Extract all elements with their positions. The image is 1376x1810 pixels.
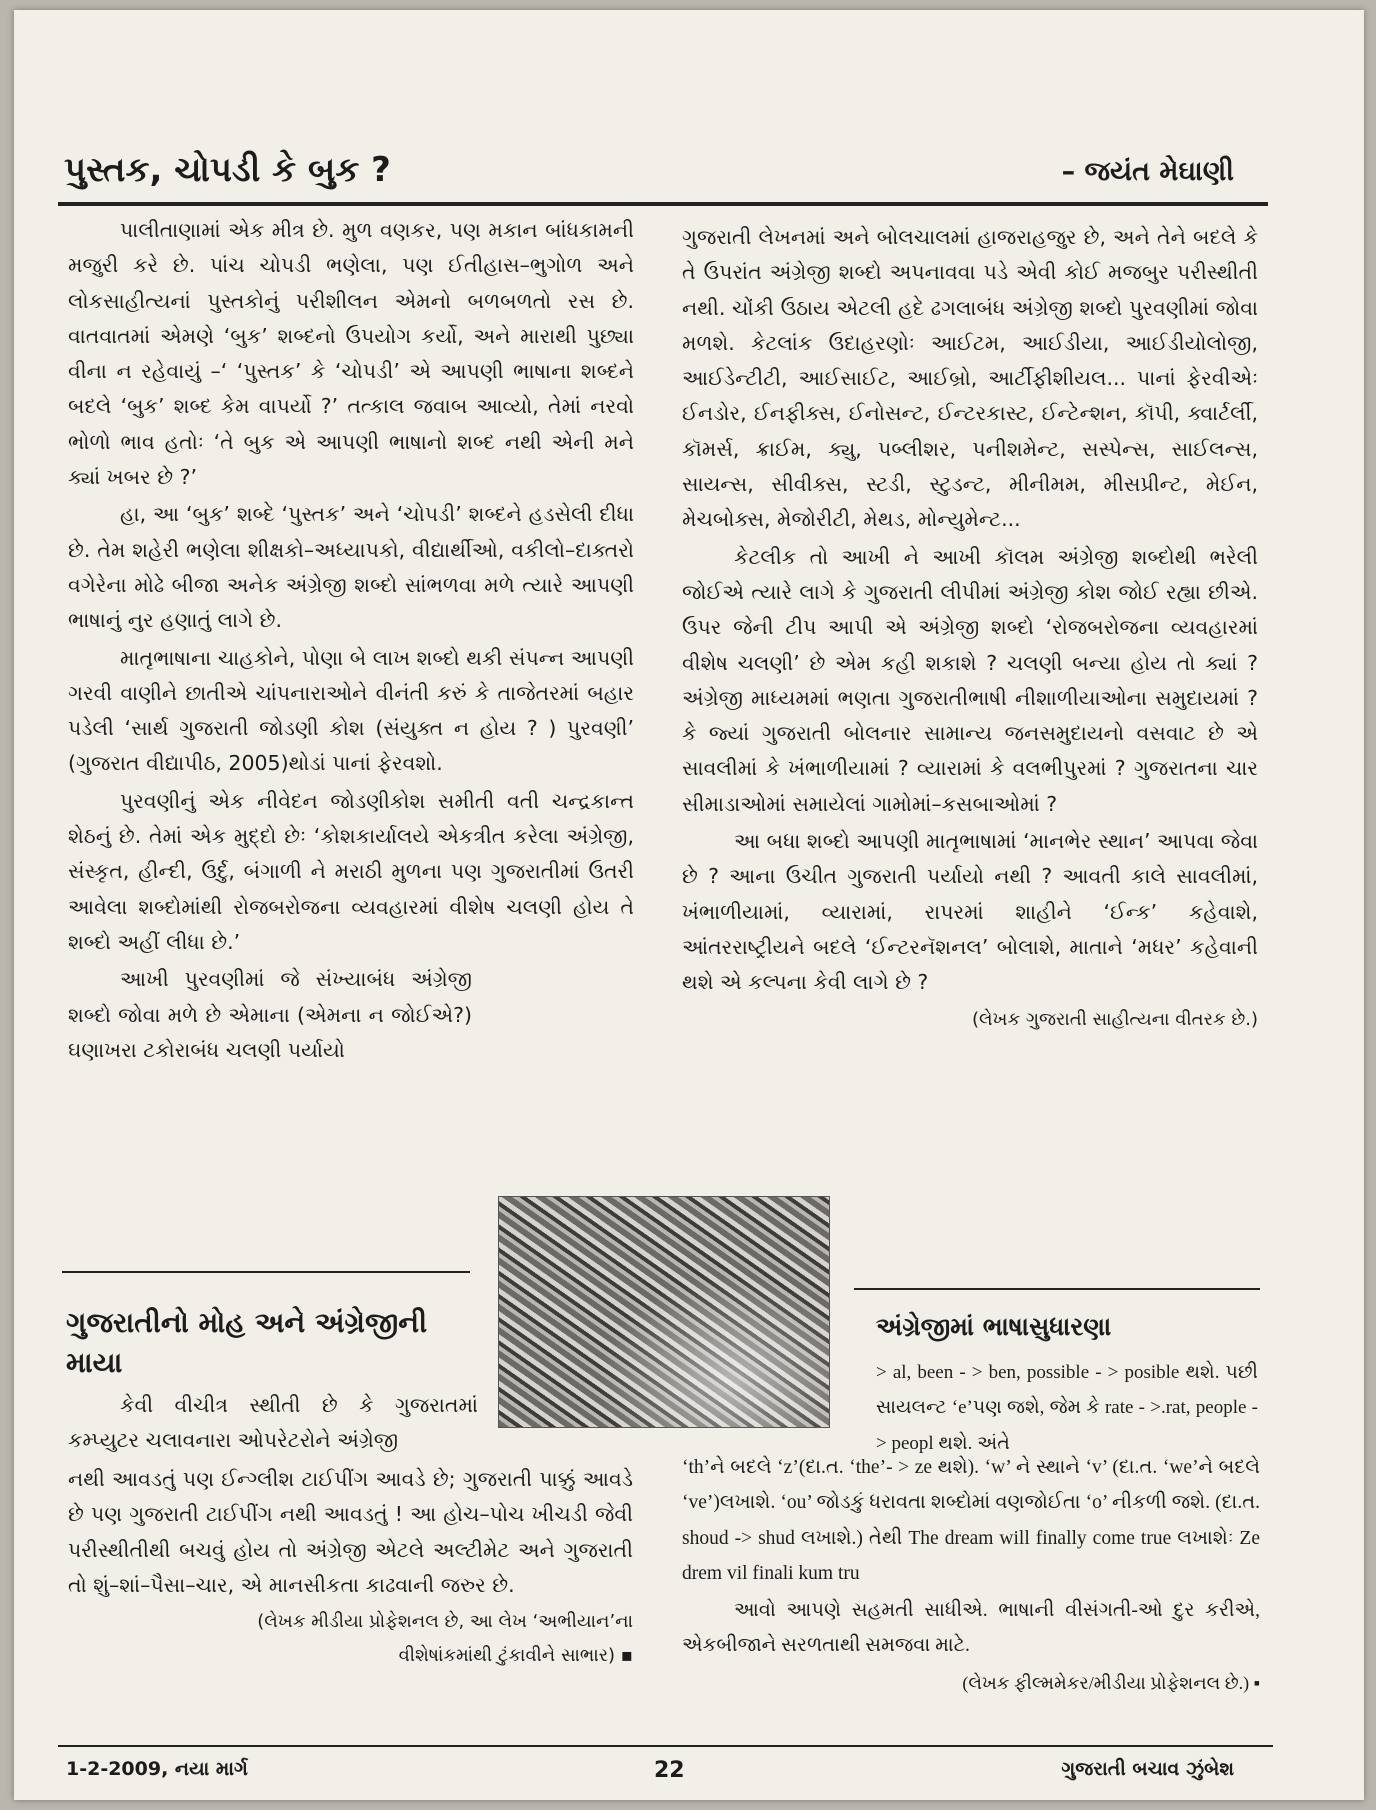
article-photo bbox=[498, 1196, 830, 1428]
paragraph: આ બધા શબ્દો આપણી માતૃભાષામાં ‘માનભેર સ્થાન’ આપવા જેવા છે ? આના ઉચીત ગુજરાતી પર્યાયો નથી ? આવતી કાલે સાવલીમાં, ખંભાળીયામાં, વ્યારામાં, રાપરમાં શાહીને ‘ઈન્ક’ કહેવાશે, આંતરરાષ્ટ્રીયને બદલે ‘ઈન્ટરનૅશનલ’ બોલાશે, માતાને ‘મધર’ કહેવાની થશે એ કલ્પના કેવી લાગે છે ? bbox=[682, 829, 1258, 995]
paragraph: પાલીતાણામાં એક મીત્ર છે. મુળ વણકર, પણ મકાન બાંધકામની મજુરી કરે છે. પાંચ ચોપડી ભણેલા, પણ ઈતીહાસ–ભુગોળ અને લોકસાહીત્યનાં પુસ્તકોનું પરીશીલન એમનો બળબળતો રસ છે. વાતવાતમાં એમણે ‘બુક’ શબ્દનો ઉપયોગ કર્યો, અને મારાથી પુછ્યા વીના ન રહેવાયું –‘ ‘પુસ્તક’ કે ‘ચોપડી’ એ આપણી ભાષાના શબ્દને બદલે ‘બુક’ શબ્દ કેમ વાપર્યો ?’ તત્કાલ જવાબ આવ્યો, તેમાં નરવો ભોળો ભાવ હતોઃ ‘તે બુક એ આપણી ભાષાનો શબ્દ નથી એની મને ક્યાં ખબર છે ?’ bbox=[68, 218, 634, 490]
right-column bbox=[682, 220, 1258, 1037]
header-divider bbox=[58, 202, 1268, 206]
article-title: પુસ્તક, ચોપડી કે બુક ? bbox=[64, 150, 391, 190]
section-divider bbox=[62, 1271, 470, 1273]
paragraph: આખી પુરવણીમાં જે સંખ્યાબંધ અંગ્રેજી શબ્દો જોવા મળે છે એમાના (એમના ન જોઈએ?) ઘણાખરા ટકોરાબંધ ચલણી પર્યાયો bbox=[68, 967, 472, 1062]
sidebar-credit-line1: (લેખક મીડીયા પ્રોફેશનલ છે, આ લેખ ‘અભીયાન’ના bbox=[257, 1611, 633, 1633]
sidebar-title: ગુજરાતીનો મોહ અને અંગ્રેજીની માયા bbox=[66, 1306, 428, 1379]
paragraph: પુરવણીનું એક નીવેદન જોડણીકોશ સમીતી વતી ચન્દ્રકાન્ત શેઠનું છે. તેમાં એક મુદ્દો છેઃ ‘કોશકાર્યાલયે એકત્રીત કરેલા અંગ્રેજી, સંસ્કૃત, હીન્દી, ઉર્દુ, બંગાળી ને મરાઠી મુળના પણ ગુજરાતીમાં ઉતરી આવેલા શબ્દોમાંથી રોજબરોજના વ્યવહારમાં વીશેષ ચલણી હોય તે શબ્દો અહીં લીધા છે.’ bbox=[68, 788, 634, 954]
section-divider bbox=[854, 1288, 1260, 1290]
paragraph: ગુજરાતી લેખનમાં અને બોલચાલમાં હાજરાહજુર છે, અને તેને બદલે કે તે ઉપરાંત અંગ્રેજી શબ્દો અપનાવવા પડે એવી કોઈ મજબુર પરીસ્થીતી નથી. ચોંકી ઉઠાય એટલી હદે ઢગલાબંધ અંગ્રેજી શબ્દો પુરવણીમાં જોવા મળશે. કેટલાંક ઉદાહરણોઃ આઈટમ, આઈડીયા, આઈડીયોલોજી, આઈડેન્ટીટી, આઈસાઈટ, આઈબ્રો, આર્ટીફીશીયલ... પાનાં ફેરવીએઃ ઈનડોર, ઈનફીક્સ, ઈનોસન્ટ, ઈન્ટરકાસ્ટ, ઈન્ટેન્શન, કૉપી, ક્વાર્ટર્લી, કૉમર્સ, ક્રાઈમ, ક્યુ, પબ્લીશર, પનીશમેન્ટ, સસ્પેન્સ, સાઈલન્સ, સાયન્સ, સીવીક્સ, સ્ટડી, સ્ટુડન્ટ, મીનીમમ, મીસપ્રીન્ટ, મેઈન, મેચબોક્સ, મેજોરીટી, મેથડ, મોન્યુમેન્ટ... bbox=[682, 225, 1258, 532]
page-number: 22 bbox=[654, 1758, 685, 1783]
footer-date: 1-2-2009, નયા માર્ગ bbox=[66, 1758, 248, 1780]
paragraph: નથી આવડતું પણ ઈન્ગ્લીશ ટાઈપીંગ આવડે છે; ગુજરાતી પાક્કું આવડે છે પણ ગુજરાતી ટાઈપીંગ નથી આવડતું ! આ હોચ–પોચ ખીચડી જેવી પરીસ્થીતીથી બચવું હોય તો અંગ્રેજી એટલે અલ્ટીમેટ અને ગુજરાતી તો શું–શાં–પૈસા–ચાર, એ માનસીકતા કાઢવાની જરુર છે. bbox=[68, 1467, 633, 1597]
paragraph: કેવી વીચીત્ર સ્થીતી છે કે ગુજરાતમાં કમ્પ્યુટર ચલાવનારા ઓપરેટરોને અંગ્રેજી bbox=[68, 1393, 478, 1453]
footer-campaign: ગુજરાતી બચાવ ઝુંબેશ bbox=[1061, 1758, 1234, 1780]
paragraph: માતૃભાષાના ચાહકોને, પોણા બે લાખ શબ્દો થકી સંપન્ન આપણી ગરવી વાણીને છાતીએ ચાંપનારાઓને વીનંતી કરું કે તાજેતરમાં બહાર પડેલી ‘સાર્થ ગુજરાતી જોડણી કોશ (સંયુક્ત ન હોય ? ) પુરવણી’ (ગુજરાત વીદ્યાપીઠ, 2005)થોડાં પાનાં ફેરવશો. bbox=[68, 645, 634, 776]
sidebar-body-continued bbox=[682, 1450, 1260, 1700]
paragraph: કેટલીક તો આખી ને આખી કૉલમ અંગ્રેજી શબ્દોથી ભરેલી જોઈએ ત્યારે લાગે કે ગુજરાતી લીપીમાં અંગ્રેજી કોશ જોઈ રહ્યા છીએ. ઉપર જેની ટીપ આપી એ અંગ્રેજી શબ્દો ‘રોજબરોજના વ્યવહારમાં વીશેષ ચલણી’ છે એમ કહી શકાશે ? ચલણી બન્યા હોય તો ક્યાં ? અંગ્રેજી માધ્યમમાં ભણતા ગુજરાતીભાષી નીશાળીયાઓના સમુદાયમાં ? કે જ્યાં ગુજરાતી બોલનાર સામાન્ય જનસમુદાયનો વસવાટ છે એ સાવલીમાં કે ખંભાળીયામાં ? વ્યારામાં કે વલભીપુરમાં ? ગુજરાતના ચાર સીમાડાઓમાં સમાયેલાં ગામોમાં–કસબાઓમાં ? bbox=[682, 544, 1258, 816]
footer-divider bbox=[58, 1745, 1273, 1747]
paragraph: > al, been - > ben, possible - > posible થશે. પછી સાયલન્ટ ‘e’પણ જશે, જેમ કે rate - >.rat, people - > peopl થશે. અંતે bbox=[876, 1362, 1258, 1454]
sidebar-credit-line2: વીશેષાંકમાંથી ટુંકાવીને સાભાર) ▪ bbox=[398, 1645, 633, 1667]
left-column bbox=[68, 213, 634, 1070]
author-credit: (લેખક ગુજરાતી સાહીત્યના વીતરક છે.) bbox=[972, 1008, 1258, 1030]
paragraph: આવો આપણે સહમતી સાધીએ. ભાષાની વીસંગતી-ઓ દુર કરીએ, એકબીજાને સરળતાથી સમજવા માટે. bbox=[682, 1600, 1260, 1657]
sidebar-body bbox=[68, 1388, 478, 1461]
paragraph: હા, આ ‘બુક’ શબ્દે ‘પુસ્તક’ અને ‘ચોપડી’ શબ્દને હડસેલી દીધા છે. તેમ શહેરી ભણેલા શીક્ષકો–અધ્યાપકો, વીદ્યાર્થીઓ, વકીલો–દાક્તરો વગેરેના મોઢે બીજા અનેક અંગ્રેજી શબ્દો સાંભળવા મળે ત્યારે આપણી ભાષાનું નુર હણાતું લાગે છે. bbox=[68, 502, 634, 633]
sidebar-body bbox=[876, 1355, 1258, 1463]
newspaper-page bbox=[14, 10, 1364, 1800]
sidebar-title: અંગ્રેજીમાં ભાષાસુધારણા bbox=[876, 1312, 1112, 1341]
sidebar-body-continued bbox=[68, 1462, 633, 1673]
article-author: – જયંત મેઘાણી bbox=[1061, 156, 1234, 187]
sidebar-credit: (લેખક ફીલ્મમેકર/મીડીયા પ્રોફેશનલ છે.) ▪ bbox=[962, 1672, 1260, 1693]
paragraph: ‘th’ને બદલે ‘z’(દા.ત. ‘the’- > ze થશે). ‘w’ ને સ્થાને ‘v’ (દા.ત. ‘we’ને બદલે ‘ve’)લખાશે. ‘ou’ જોડકું ધરાવતા શબ્દોમાં વણજોઈતા ‘o’ નીકળી જશે. (દા.ત. shoud -> shud લખાશે.) તેથી The dream will finally come true લખાશેઃ Ze drem vil finali kum tru bbox=[682, 1457, 1260, 1584]
